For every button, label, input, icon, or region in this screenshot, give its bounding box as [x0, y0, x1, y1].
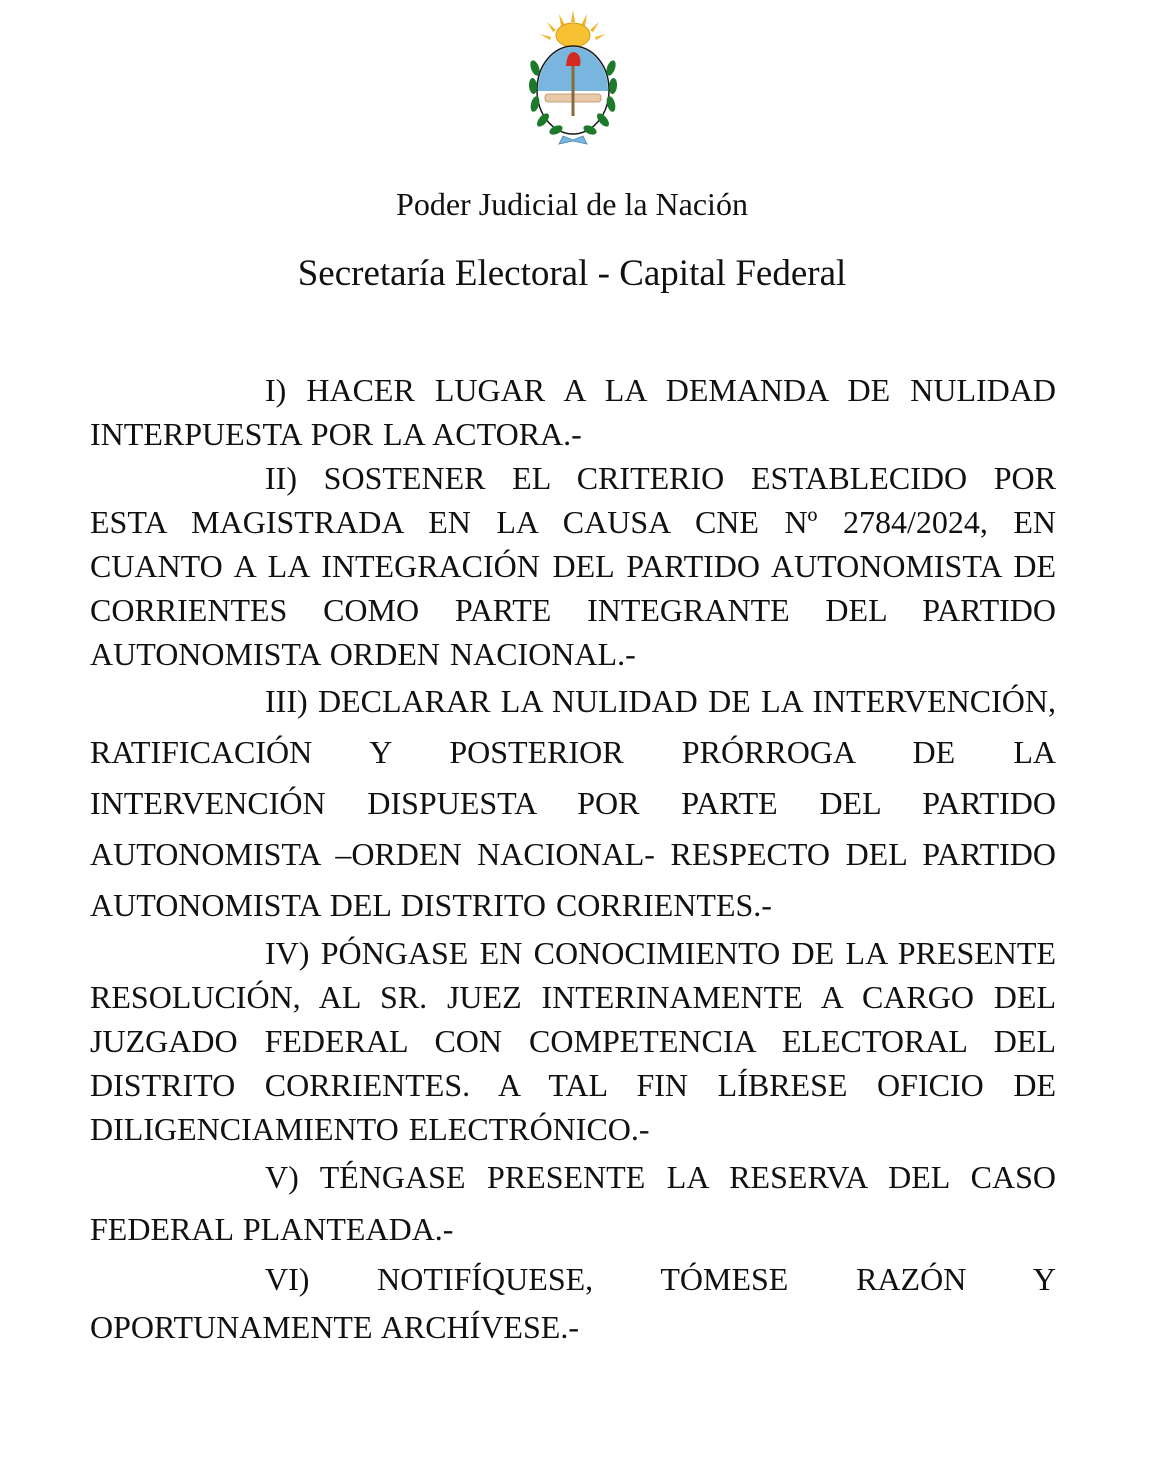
ribbon-icon: [559, 136, 587, 144]
coat-of-arms-seal: [525, 8, 621, 148]
office-name: Secretaría Electoral - Capital Federal: [297, 253, 847, 294]
institution-name: Poder Judicial de la Nación: [396, 186, 748, 222]
resolution-item-5: V) TÉNGASE PRESENTE LA RESERVA DEL CASO FEDERAL PLANTEADA.-: [90, 1159, 1056, 1247]
resolution-item-6: VI) NOTIFÍQUESE, TÓMESE RAZÓN Y OPORTUNAMENTE ARCHÍVESE.-: [90, 1261, 1056, 1345]
resolution-item-3: III) DECLARAR LA NULIDAD DE LA INTERVENCIÓN, RATIFICACIÓN Y POSTERIOR PRÓRROGA DE LA INTERVENCIÓN DISPUESTA POR PARTE DEL PARTIDO AUTONOMISTA –ORDEN NACIONAL- RESPECTO DEL PARTIDO AUTONOMISTA DEL DISTRITO CORRIENTES.-: [90, 683, 1056, 923]
resolution-item-1: I) HACER LUGAR A LA DEMANDA DE NULIDAD INTERPUESTA POR LA ACTORA.-: [90, 372, 1056, 452]
sun-icon: [556, 23, 590, 47]
resolution-body: [90, 368, 1056, 1351]
resolution-item-4: IV) PÓNGASE EN CONOCIMIENTO DE LA PRESENTE RESOLUCIÓN, AL SR. JUEZ INTERINAMENTE A CARGO DEL JUZGADO FEDERAL CON COMPETENCIA ELECTORAL DEL DISTRITO CORRIENTES. A TAL FIN LÍBRESE OFICIO DE DILIGENCIAMIENTO ELECTRÓNICO.-: [90, 935, 1056, 1147]
resolution-item-2: II) SOSTENER EL CRITERIO ESTABLECIDO POR ESTA MAGISTRADA EN LA CAUSA CNE Nº 2784/2024, EN CUANTO A LA INTEGRACIÓN DEL PARTIDO AUTONOMISTA DE CORRIENTES COMO PARTE INTEGRANTE DEL PARTIDO AUTONOMISTA ORDEN NACIONAL.-: [90, 460, 1056, 672]
